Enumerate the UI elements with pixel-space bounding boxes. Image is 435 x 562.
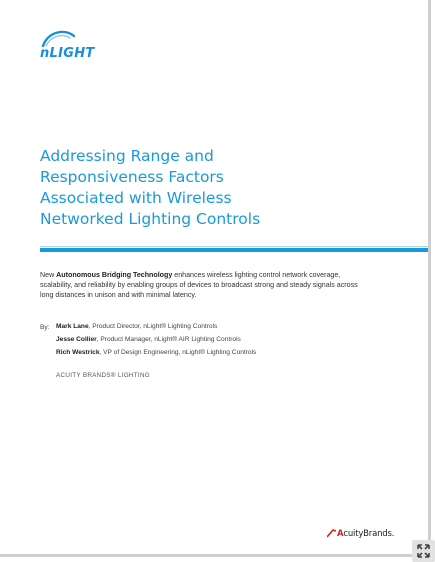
title-line: Networked Lighting Controls bbox=[40, 210, 261, 228]
author-name: Jesse Collier bbox=[56, 336, 97, 343]
brand-name: cuityBrands. bbox=[343, 529, 395, 539]
title-line: Responsiveness Factors bbox=[40, 168, 224, 186]
brand-text bbox=[337, 529, 394, 539]
author-role: , VP of Design Engineering, nLight® Lighting Controls bbox=[99, 349, 257, 356]
author-role: , Product Director, nLight® Lighting Controls bbox=[88, 323, 218, 330]
intro-prefix: New bbox=[40, 271, 57, 279]
company-name: ACUITY BRANDS® LIGHTING bbox=[56, 372, 150, 379]
author-role: , Product Manager, nLight® AIR Lighting Controls bbox=[96, 336, 241, 343]
expand-icon bbox=[417, 544, 430, 558]
author-line bbox=[56, 323, 217, 330]
author-line bbox=[56, 349, 256, 356]
divider-thin-line bbox=[40, 246, 431, 247]
brand-swoosh-icon bbox=[327, 529, 337, 539]
expand-button[interactable] bbox=[412, 540, 435, 562]
title-divider bbox=[40, 246, 431, 252]
title-line: Addressing Range and bbox=[40, 147, 214, 165]
document-title bbox=[40, 146, 330, 230]
title-line: Associated with Wireless bbox=[40, 189, 232, 207]
intro-body: enhances wireless lighting control network coverage, scalability, and reliability by enabling groups of devices to broadcast strong and steady signals across long distances in unison and with minimal latency. bbox=[40, 271, 358, 299]
nlight-logo bbox=[40, 28, 110, 64]
author-name: Rich Westrick bbox=[56, 349, 100, 356]
logo-text: nLIGHT bbox=[40, 46, 95, 61]
intro-paragraph bbox=[40, 270, 370, 300]
by-label: By: bbox=[40, 324, 50, 331]
author-name: Mark Lane bbox=[56, 323, 89, 330]
brand-mark-letter: A bbox=[337, 529, 344, 539]
author-line bbox=[56, 336, 241, 343]
divider-thick-line bbox=[40, 248, 431, 252]
intro-emphasis: Autonomous Bridging Technology bbox=[56, 271, 173, 279]
logo-arc-icon bbox=[40, 28, 76, 48]
